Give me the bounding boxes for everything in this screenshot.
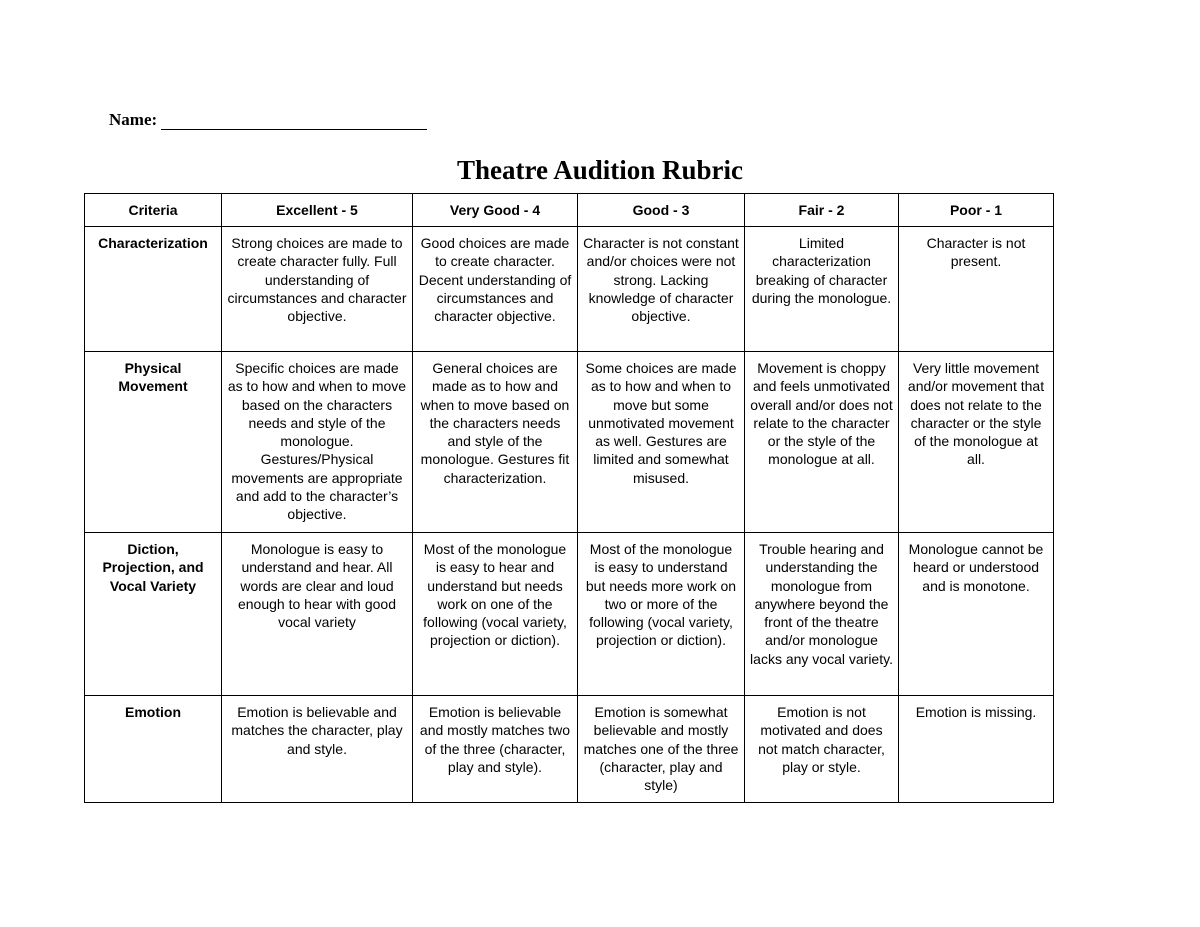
- name-label: Name:: [109, 110, 158, 129]
- table-cell: Movement is choppy and feels unmotivated overall and/or does not relate to the character or the style of the monologue at all.: [745, 352, 899, 533]
- criteria-cell: Diction, Projection, and Vocal Variety: [85, 533, 222, 696]
- table-cell: Monologue cannot be heard or understood and is monotone.: [899, 533, 1054, 696]
- table-cell: Monologue is easy to understand and hear. All words are clear and loud enough to hear with good vocal variety: [222, 533, 413, 696]
- table-cell: Some choices are made as to how and when to move but some unmotivated movement as well. Gestures are limited and somewhat misused.: [578, 352, 745, 533]
- rubric-table: [84, 193, 1054, 803]
- column-header: Very Good - 4: [413, 194, 578, 227]
- table-cell: Character is not present.: [899, 227, 1054, 352]
- table-cell: Strong choices are made to create character fully. Full understanding of circumstances and character objective.: [222, 227, 413, 352]
- table-cell: Character is not constant and/or choices were not strong. Lacking knowledge of character objective.: [578, 227, 745, 352]
- column-header: Fair - 2: [745, 194, 899, 227]
- column-header: Good - 3: [578, 194, 745, 227]
- table-row: [85, 696, 1054, 803]
- table-row: [85, 227, 1054, 352]
- table-cell: General choices are made as to how and when to move based on the characters needs and style of the monologue. Gestures fit characterization.: [413, 352, 578, 533]
- table-cell: Most of the monologue is easy to understand but needs more work on two or more of the following (vocal variety, projection or diction).: [578, 533, 745, 696]
- criteria-cell: Emotion: [85, 696, 222, 803]
- column-header: Excellent - 5: [222, 194, 413, 227]
- table-row: [85, 352, 1054, 533]
- column-header: Poor - 1: [899, 194, 1054, 227]
- table-cell: Emotion is not motivated and does not match character, play or style.: [745, 696, 899, 803]
- table-cell: Good choices are made to create character. Decent understanding of circumstances and character objective.: [413, 227, 578, 352]
- table-cell: Emotion is believable and matches the character, play and style.: [222, 696, 413, 803]
- criteria-cell: Characterization: [85, 227, 222, 352]
- name-field: [109, 110, 427, 130]
- table-header-row: [85, 194, 1054, 227]
- table-cell: Most of the monologue is easy to hear and understand but needs work on one of the following (vocal variety, projection or diction).: [413, 533, 578, 696]
- page-title: Theatre Audition Rubric: [456, 155, 744, 185]
- criteria-cell: Physical Movement: [85, 352, 222, 533]
- table-cell: Emotion is believable and mostly matches two of the three (character, play and style).: [413, 696, 578, 803]
- column-header: Criteria: [85, 194, 222, 227]
- table-cell: Specific choices are made as to how and when to move based on the characters needs and style of the monologue. Gestures/Physical movements are appropriate and add to the character’s objective.: [222, 352, 413, 533]
- table-cell: Trouble hearing and understanding the monologue from anywhere beyond the front of the theatre and/or monologue lacks any vocal variety.: [745, 533, 899, 696]
- table-row: [85, 533, 1054, 696]
- table-cell: Emotion is somewhat believable and mostly matches one of the three (character, play and style): [578, 696, 745, 803]
- table-cell: Limited characterization breaking of character during the monologue.: [745, 227, 899, 352]
- name-blank-line[interactable]: [161, 111, 427, 130]
- table-cell: Very little movement and/or movement that does not relate to the character or the style of the monologue at all.: [899, 352, 1054, 533]
- table-cell: Emotion is missing.: [899, 696, 1054, 803]
